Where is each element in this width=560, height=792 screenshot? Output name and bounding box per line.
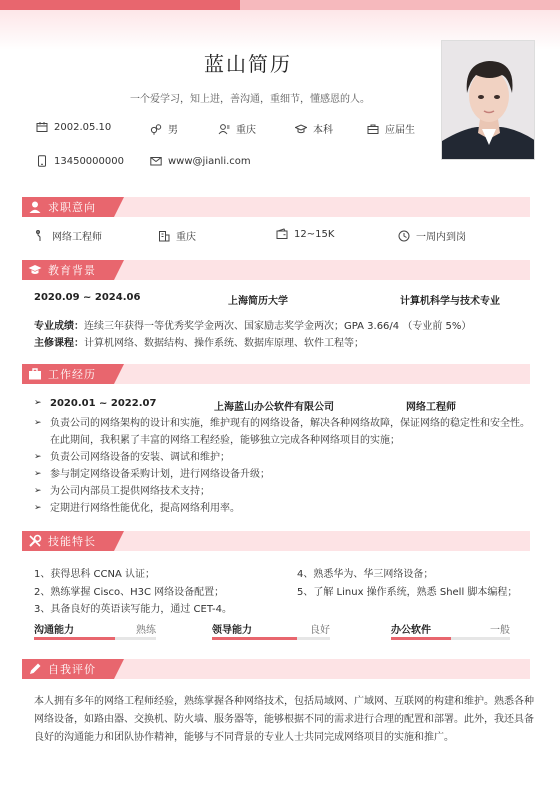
section-tag-tip [114,260,124,280]
list-item [34,466,534,483]
gender-icon [150,123,162,135]
birth-value: 2002.05.10 [54,121,112,133]
status-value: 应届生 [385,125,415,136]
info-gender [150,121,178,136]
skill-item: 4、熟悉华为、华三网络设备； [297,569,434,580]
education-courses [34,334,364,349]
self-evaluation-text: 本人拥有多年的网络工程师经验，熟练掌握各种网络技术，包括局域网、广域网、互联网的构建和维护。熟悉各种网络设备，如路由器、交换机、防火墙、服务器等，能够根据不同的需求进行合理的配置和部署。此外，我还具备良好的沟通能力和团队协作精神，能够与不同背景的专业人士共同完成网络项目的实施和推广。 [34,696,534,743]
arrow-icon: ➢ [34,486,42,496]
calendar-icon [36,121,48,133]
email-value: www@jianli.com [168,155,251,167]
duty-text: 定期进行网络性能优化，提高网络利用率。 [50,503,240,514]
meter-level: 一般 [490,625,510,636]
briefcase-icon [28,367,42,381]
info-hometown [218,121,256,136]
email-icon [150,155,162,167]
list-item [34,415,534,432]
arrow-icon: ➢ [34,398,42,408]
top-accent-dark [0,0,240,10]
graduation-cap-icon [295,123,307,135]
info-birth [36,121,111,133]
meter-track [212,637,330,640]
top-accent-bar [0,0,560,10]
section-tag [22,659,114,679]
section-header-self [22,659,530,679]
grades-value: 连续三年获得一等优秀奖学金两次、国家励志奖学金两次；GPA 3.66/4 （专业前 5%） [84,321,472,332]
education-major: 计算机科学与技术专业 [400,296,500,307]
meter-track [34,637,156,640]
intent-salary-value: 12~15K [294,228,335,240]
duty-text: 参与制定网络设备采购计划，进行网络设备升级； [50,469,270,480]
work-company: 上海蓝山办公软件有限公司 [214,402,334,413]
section-tag [22,197,114,217]
info-email [150,155,251,167]
intent-availability-value: 一周内到岗 [416,232,466,243]
arrow-icon: ➢ [34,418,42,428]
section-tag-tip [114,659,124,679]
portrait-image [442,41,535,160]
section-title-education: 教育背景 [48,264,96,277]
section-title-intent: 求职意向 [48,201,96,214]
list-item [34,500,534,517]
section-tag [22,531,114,551]
resume-motto: 一个爱学习，知上进，善沟通，重细节，懂感恩的人。 [130,94,370,105]
section-header-work [22,364,530,384]
skill-meter-communication [34,621,156,643]
list-item [34,483,534,500]
work-role: 网络工程师 [406,402,456,413]
education-period: 2020.09 ~ 2024.06 [34,292,141,303]
resume-name: 蓝山简历 [204,52,292,76]
meter-fill [34,637,115,640]
intent-position-value: 网络工程师 [52,232,102,243]
meter-label: 领导能力 [212,625,252,636]
meter-track [391,637,510,640]
duty-text: 为公司内部员工提供网络技术支持； [50,486,210,497]
arrow-icon: ➢ [34,469,42,479]
section-tag [22,364,114,384]
work-duties [34,415,534,517]
top-accent-light [240,0,560,10]
gender-value: 男 [168,125,178,136]
phone-value: 13450000000 [54,155,124,167]
meter-fill [212,637,297,640]
section-tag-tip [114,197,124,217]
skill-item: 2、熟练掌握 Cisco、H3C 网络设备配置； [34,587,225,598]
phone-icon [36,155,48,167]
clock-icon [398,230,410,242]
skill-item: 5、了解 Linux 操作系统，熟悉 Shell 脚本编程； [297,587,518,598]
tool-icon [34,230,46,242]
info-phone [36,155,124,167]
meter-level: 良好 [310,625,330,636]
section-header-intent [22,197,530,217]
graduation-cap-icon [28,263,42,277]
section-header-education [22,260,530,280]
wallet-icon [276,228,288,240]
skill-item: 3、具备良好的英语读写能力，通过 CET-4。 [34,604,233,615]
tools-icon [28,534,42,548]
meter-level: 熟练 [136,625,156,636]
pen-icon [28,662,42,676]
skill-item: 1、获得思科 CCNA 认证； [34,569,156,580]
section-title-skills: 技能特长 [48,535,96,548]
arrow-icon: ➢ [34,452,42,462]
duty-text: 在此期间，我积累了丰富的网络工程经验，能够独立完成各种网络项目的实施； [50,435,400,446]
info-status [367,121,415,136]
meter-label: 办公软件 [391,625,431,636]
user-icon [28,200,42,214]
section-title-work: 工作经历 [48,368,96,381]
section-tag-tip [114,531,124,551]
section-tag [22,260,114,280]
work-period: 2020.01 ~ 2022.07 [50,398,157,409]
section-tag-tip [114,364,124,384]
arrow-icon: ➢ [34,503,42,513]
skill-meter-leadership [212,621,330,643]
intent-city [158,228,196,243]
person-icon [218,123,230,135]
list-item [34,449,534,466]
intent-position [34,228,102,243]
intent-city-value: 重庆 [176,232,196,243]
degree-value: 本科 [313,125,333,136]
section-title-self: 自我评价 [48,663,96,676]
profile-photo [441,40,535,160]
intent-salary [276,228,334,240]
meter-fill [391,637,451,640]
courses-value: 计算机网络、数据结构、操作系统、数据库原理、软件工程等； [84,338,364,349]
grades-label: 专业成绩： [34,321,84,332]
info-degree [295,121,333,136]
duty-text: 负责公司的网络架构的设计和实施，维护现有的网络设备，解决各种网络故障，保证网络的稳定性和安全性。 [50,418,530,429]
meter-label: 沟通能力 [34,625,74,636]
courses-label: 主修课程： [34,338,84,349]
building-icon [158,230,170,242]
section-header-skills [22,531,530,551]
education-school: 上海简历大学 [228,296,288,307]
education-grades [34,317,471,332]
list-item [34,432,534,449]
hometown-value: 重庆 [236,125,256,136]
duty-text: 负责公司网络设备的安装、调试和维护； [50,452,230,463]
skill-meter-office [391,621,510,643]
intent-availability [398,228,466,243]
briefcase-icon [367,123,379,135]
